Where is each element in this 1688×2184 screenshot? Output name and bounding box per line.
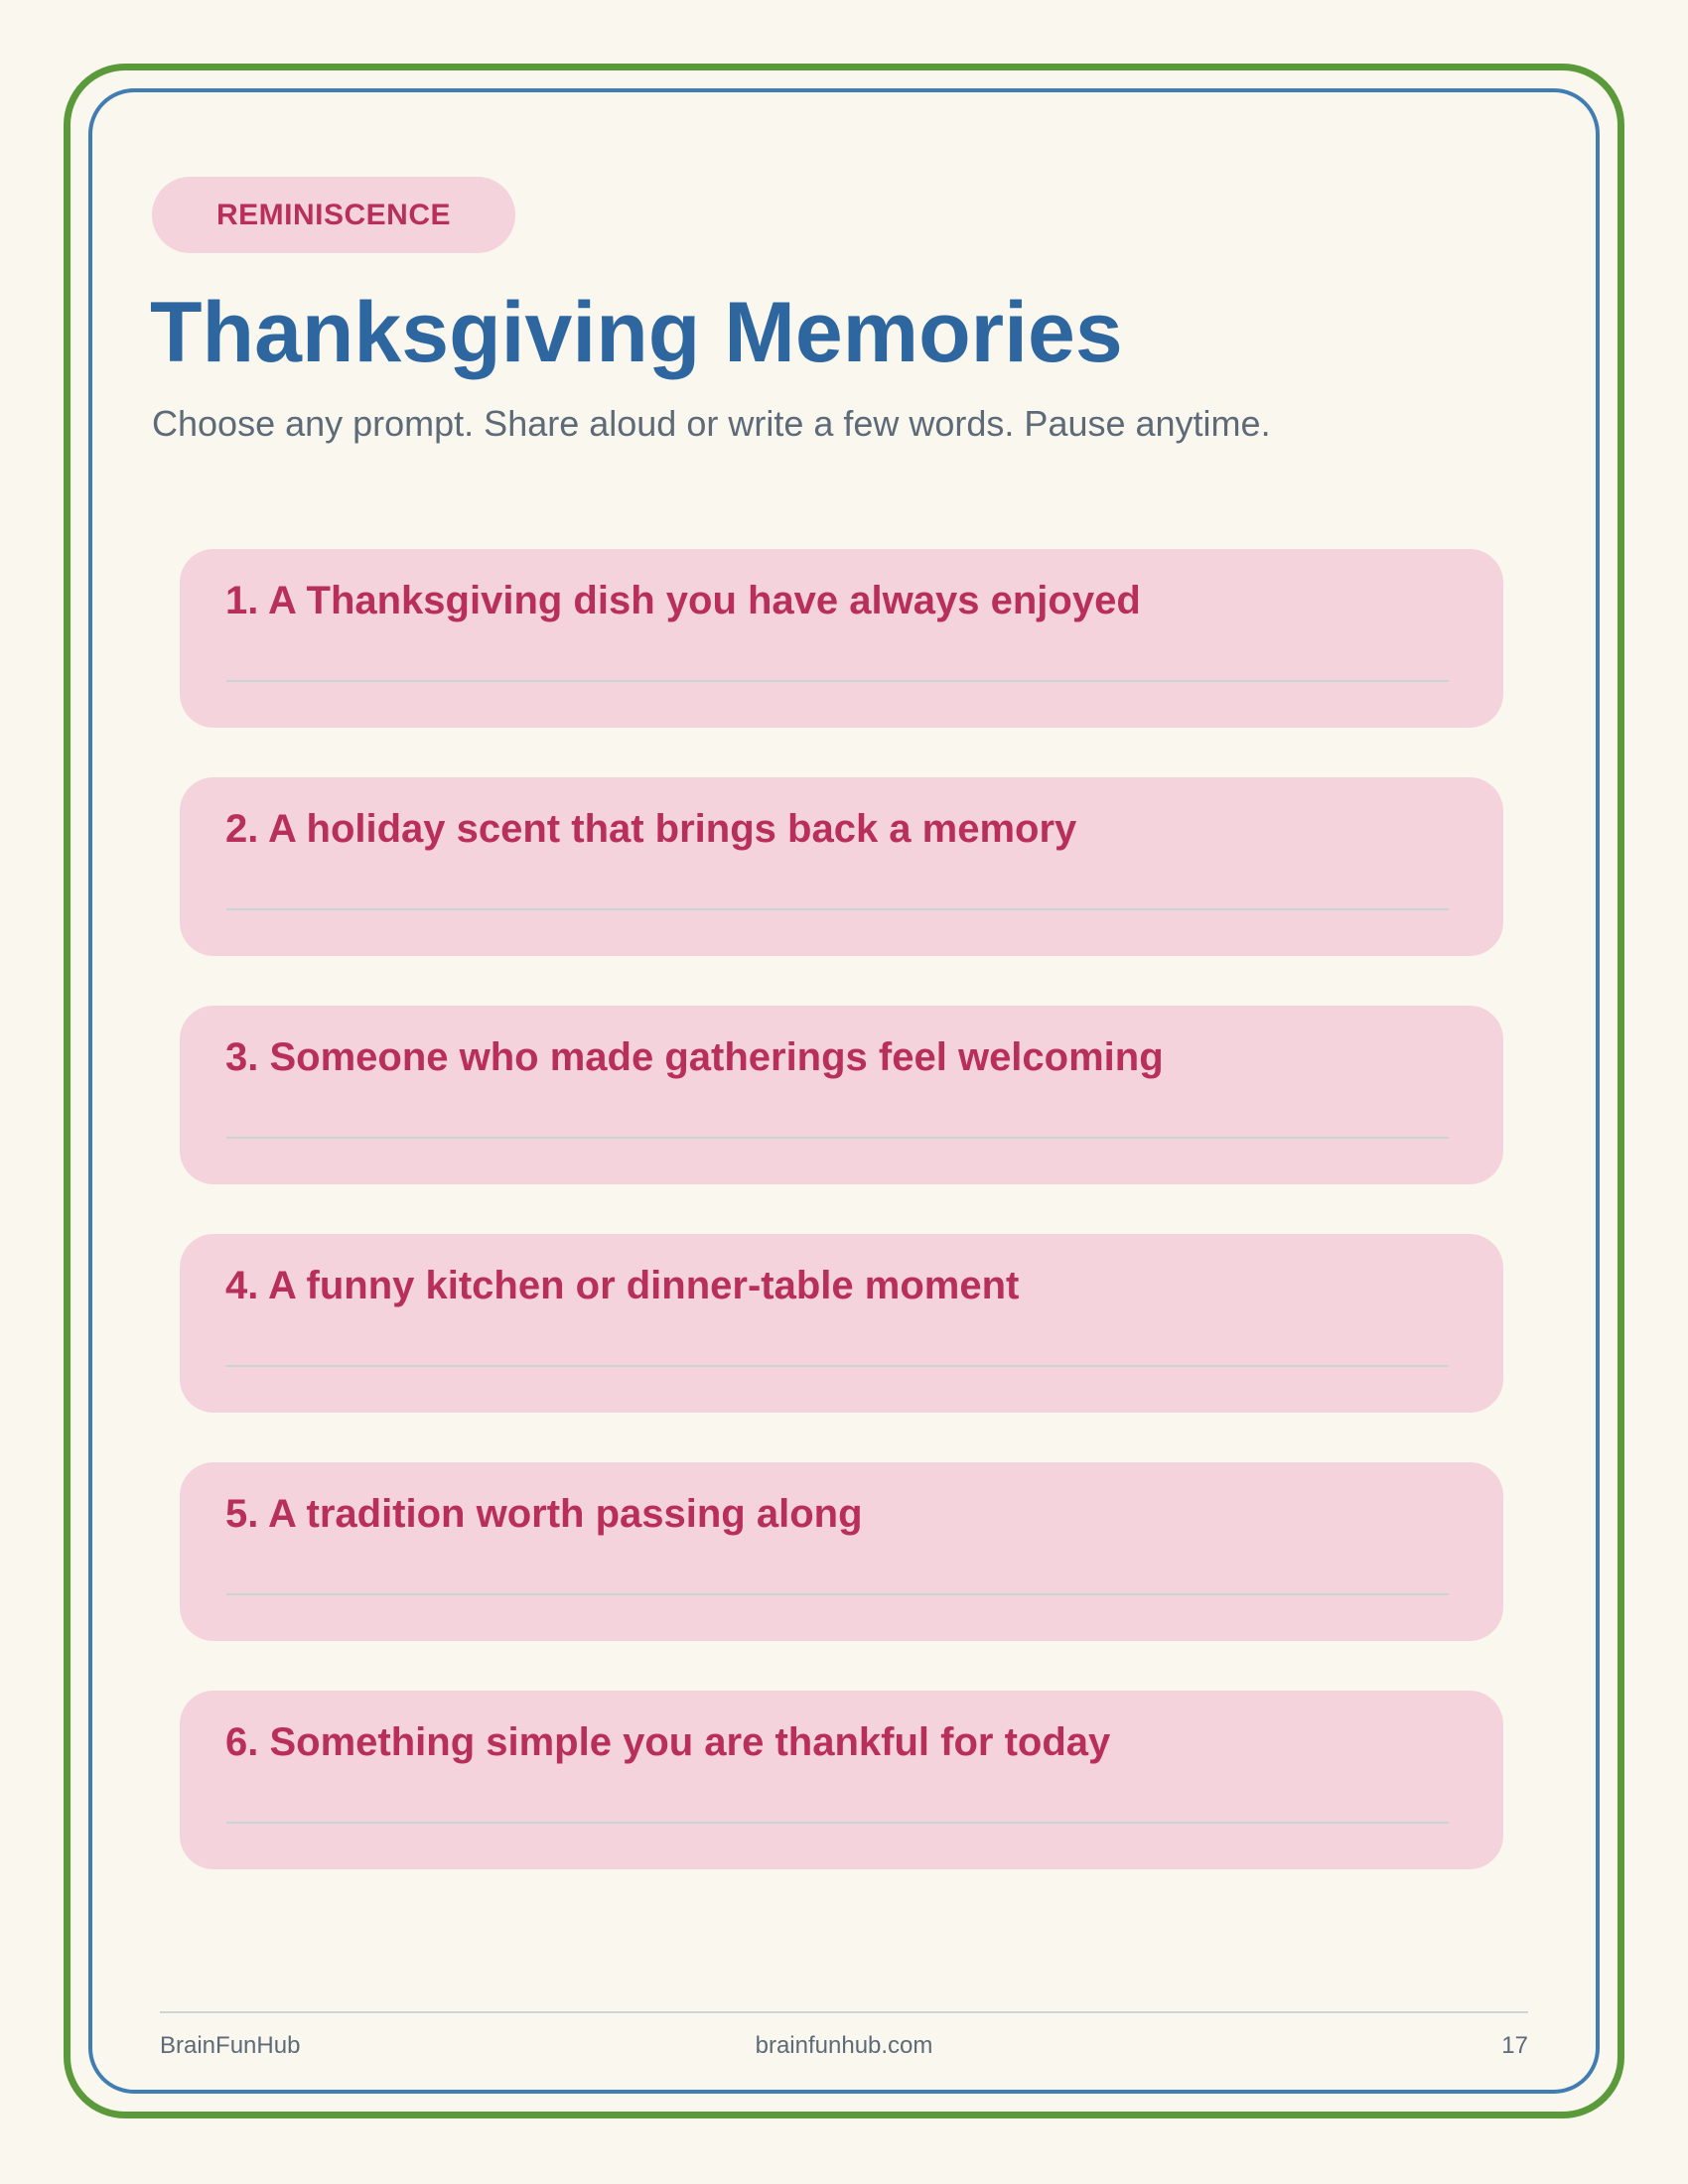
- page-title: Thanksgiving Memories: [150, 285, 1123, 380]
- prompt-card: [180, 1006, 1503, 1184]
- answer-write-line: [226, 1137, 1449, 1139]
- prompt-list: [180, 549, 1503, 1919]
- footer-website: brainfunhub.com: [755, 2032, 933, 2059]
- prompt-text: 2. A holiday scent that brings back a memory: [225, 807, 1077, 851]
- answer-write-line: [226, 1365, 1449, 1367]
- footer-brand: BrainFunHub: [160, 2032, 301, 2059]
- footer-divider: [160, 2011, 1528, 2013]
- prompt-text: 5. A tradition worth passing along: [225, 1492, 863, 1536]
- category-tag-label: REMINISCENCE: [215, 198, 452, 231]
- instructions-text: Choose any prompt. Share aloud or write a few words. Pause anytime.: [152, 403, 1271, 444]
- prompt-card: [180, 1691, 1503, 1869]
- prompt-card: [180, 777, 1503, 956]
- prompt-text: 4. A funny kitchen or dinner-table moment: [225, 1264, 1020, 1307]
- answer-write-line: [226, 908, 1449, 910]
- answer-write-line: [226, 1593, 1449, 1595]
- prompt-card: [180, 1462, 1503, 1641]
- prompt-card: [180, 549, 1503, 728]
- answer-write-line: [226, 1822, 1449, 1824]
- answer-write-line: [226, 680, 1449, 682]
- prompt-text: 3. Someone who made gatherings feel welcoming: [225, 1035, 1164, 1079]
- prompt-text: 6. Something simple you are thankful for today: [225, 1720, 1111, 1764]
- prompt-card: [180, 1234, 1503, 1413]
- category-tag: [152, 177, 515, 253]
- page-number: 17: [1501, 2032, 1528, 2059]
- prompt-text: 1. A Thanksgiving dish you have always enjoyed: [225, 579, 1141, 622]
